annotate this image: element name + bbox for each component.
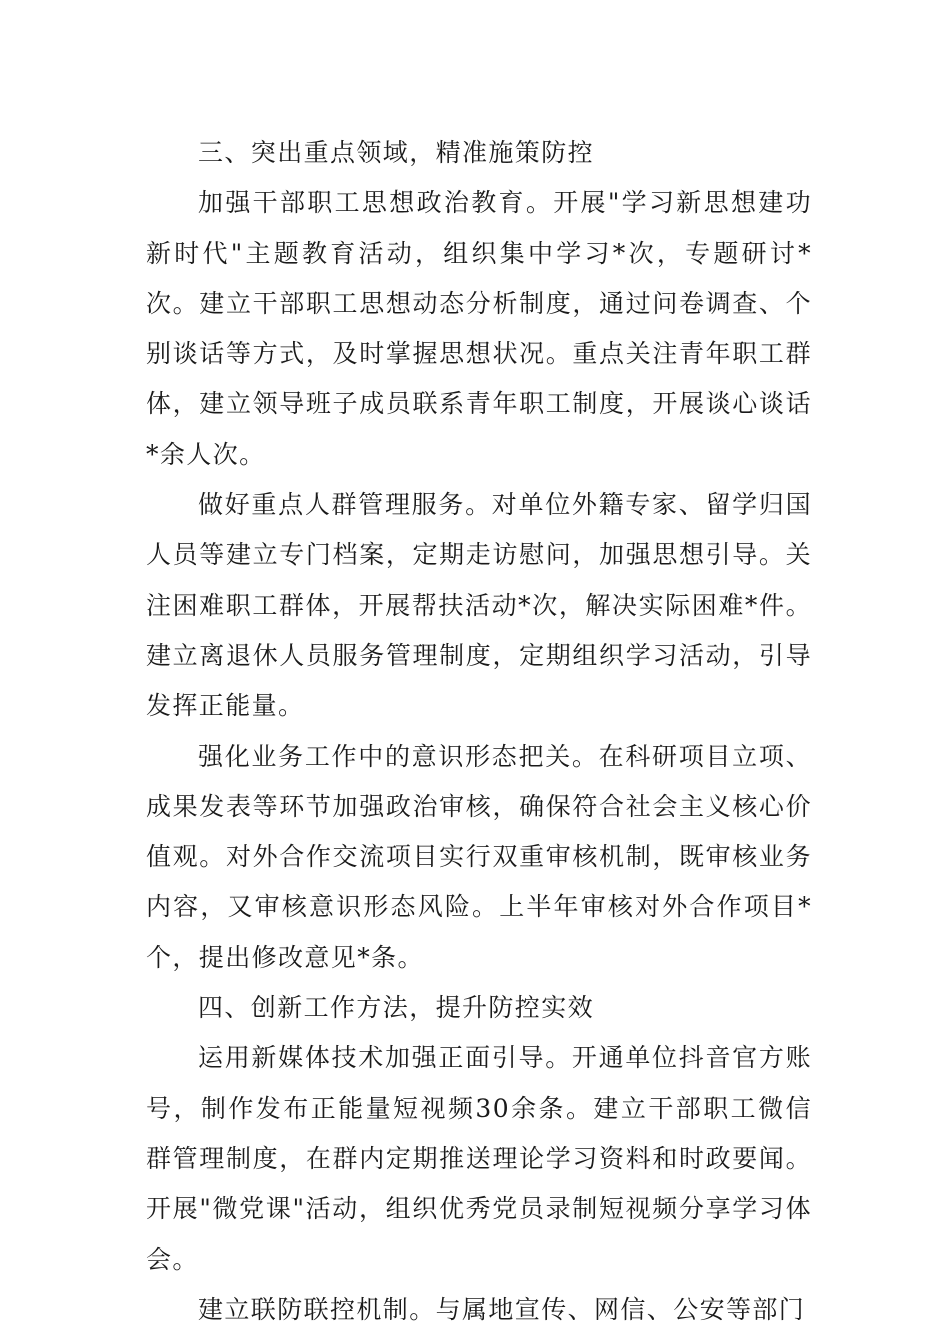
paragraph-key-groups: 做好重点人群管理服务。对单位外籍专家、留学归国人员等建立专门档案，定期走访慰问，加强思想引导。关注困难职工群体，开展帮扶活动*次，解决实际困难*件。建立离退休人员服务管理制度，定期组织学习活动，引导发挥正能量。 [146, 490, 812, 721]
document-body [146, 128, 812, 1335]
section-heading-3: 三、突出重点领域，精准施策防控 [198, 138, 595, 167]
paragraph-ideological-education: 加强干部职工思想政治教育。开展"学习新思想建功新时代"主题教育活动，组织集中学习*次，专题研讨*次。建立干部职工思想动态分析制度，通过问卷调查、个别谈话等方式，及时掌握思想状况。重点关注青年职工群体，建立领导班子成员联系青年职工制度，开展谈心谈话*余人次。 [146, 188, 812, 469]
paragraph-business-review: 强化业务工作中的意识形态把关。在科研项目立项、成果发表等环节加强政治审核，确保符合社会主义核心价值观。对外合作交流项目实行双重审核机制，既审核业务内容，又审核意识形态风险。上半年审核对外合作项目*个，提出修改意见*条。 [146, 741, 812, 972]
paragraph-new-media: 运用新媒体技术加强正面引导。开通单位抖音官方账号，制作发布正能量短视频30余条。建立干部职工微信群管理制度，在群内定期推送理论学习资料和时政要闻。开展"微党课"活动，组织优秀党员录制短视频分享学习体会。 [146, 1043, 812, 1274]
section-heading-4: 四、创新工作方法，提升防控实效 [198, 993, 595, 1023]
paragraph-joint-mechanism: 建立联防联控机制。与属地宣传、网信、公安等部门 [198, 1294, 806, 1324]
